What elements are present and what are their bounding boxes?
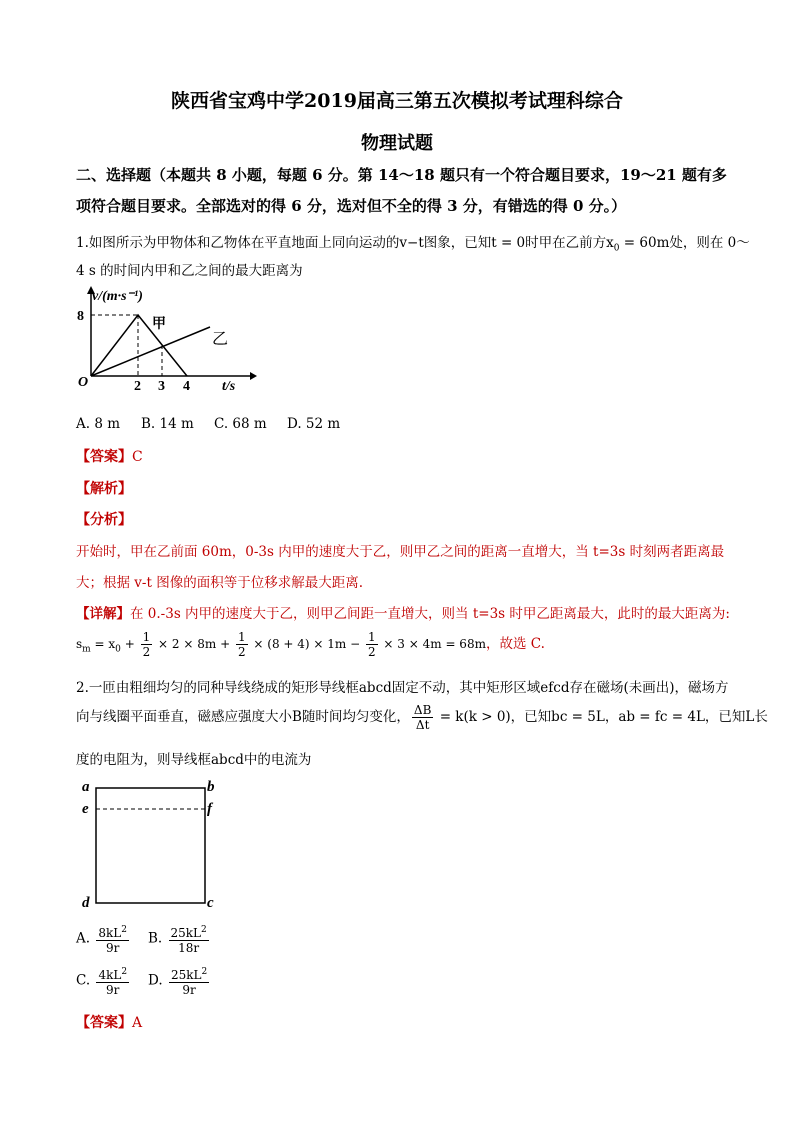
label-c: c	[207, 895, 214, 911]
label-jia: 甲	[152, 317, 166, 332]
q1-stem-line2: 4 s 的时间内甲和乙之间的最大距离为	[76, 263, 303, 279]
x-axis-arrow	[250, 372, 257, 380]
label-b: b	[207, 779, 215, 795]
q1-fenxi-line2: 大；根据 v-t 图像的面积等于位移求解最大距离.	[76, 575, 363, 591]
label-a: a	[82, 779, 90, 795]
tick-x2: 2	[134, 379, 141, 394]
page-title: 陕西省宝鸡中学2019届高三第五次模拟考试理科综合	[171, 90, 623, 112]
section-heading-line1: 二、选择题（本题共 8 小题，每题 6 分。第 14～18 题只有一个符合题目要求，19～21 题有多	[76, 166, 727, 184]
label-d: d	[82, 895, 90, 911]
q1-option-a[interactable]: A. 8 m	[76, 416, 121, 432]
q1-vt-graph	[72, 284, 262, 394]
q2-option-b[interactable]: B. $\frac{25kL^2}{18r}$	[148, 925, 207, 955]
tick-x3: 3	[158, 379, 165, 394]
half-frac-2: $\frac{1}{2}$	[237, 630, 246, 659]
x-axis-label: t/s	[222, 379, 236, 394]
q1-stem-line1: 1.如图所示为甲物体和乙物体在平直地面上同向运动的v−t图象，已知t = 0时甲在乙前方$x_0 = 60m$处，则在 0～	[76, 235, 750, 254]
q1-option-c[interactable]: C. 68 m	[214, 416, 267, 432]
q1-fenxi-heading: 【分析】	[76, 512, 132, 528]
q1-answer: 【答案】C	[76, 449, 143, 465]
line-yi	[91, 327, 210, 376]
q1-detail: 【详解】在 0.-3s 内甲的速度大于乙，则甲乙间距一直增大，则当 t=3s 时甲乙距离最大，此时的最大距离为:	[76, 606, 730, 622]
tick-x4: 4	[183, 379, 190, 394]
frame-rect	[96, 788, 205, 903]
q2-option-c[interactable]: C. $\frac{4kL^2}{9r}$	[76, 967, 128, 997]
q1-formula: $s_m = x_0$ + $\frac{1}{2}$ × 2 × 8m + $\frac{1}{2}$ × (8 + 4) × 1m − $\frac{1}{2}$ × 3 × 4m = 68m，故选 C.	[76, 630, 545, 659]
q1-fenxi-line1: 开始时，甲在乙前面 60m，0-3s 内甲的速度大于乙，则甲乙之间的距离一直增大，当 t=3s 时刻两者距离最	[76, 544, 725, 560]
label-e: e	[82, 801, 89, 817]
label-yi: 乙	[212, 331, 229, 348]
q1-option-d[interactable]: D. 52 m	[287, 416, 341, 432]
y-axis-label: v/(m·s⁻¹)	[92, 289, 143, 304]
page-subtitle: 物理试题	[361, 133, 433, 154]
q2-wire-frame	[76, 775, 226, 915]
q2-answer: 【答案】A	[76, 1015, 143, 1031]
q2-option-a[interactable]: A. $\frac{8kL^2}{9r}$	[76, 925, 127, 955]
section-heading-line2: 项符合题目要求。全部选对的得 6 分，选对但不全的得 3 分，有错选的得 0 分。）	[76, 197, 627, 215]
label-f: f	[207, 801, 212, 817]
q2-stem-line2: 向与线圈平面垂直，磁感应强度大小B随时间均匀变化， $\frac{\Delta B}{\Delta t}$ = k(k > 0)，已知bc = 5L，ab = fc = 4L，已知L长	[76, 703, 768, 732]
q1-option-b[interactable]: B. 14 m	[141, 416, 194, 432]
half-frac-3: $\frac{1}{2}$	[367, 630, 376, 659]
origin-label: O	[78, 375, 89, 390]
half-frac-1: $\frac{1}{2}$	[142, 630, 151, 659]
q2-stem-line3: 度的电阻为，则导线框abcd中的电流为	[76, 752, 312, 768]
tick-y8: 8	[77, 309, 84, 324]
q2-stem-line1: 2.一匝由粗细均匀的同种导线绕成的矩形导线框abcd固定不动，其中矩形区域efcd存在磁场(未画出)，磁场方	[76, 680, 729, 696]
q1-analysis-heading: 【解析】	[76, 481, 132, 497]
line-jia	[91, 315, 187, 376]
q2-option-d[interactable]: D. $\frac{25kL^2}{9r}$	[148, 967, 208, 997]
